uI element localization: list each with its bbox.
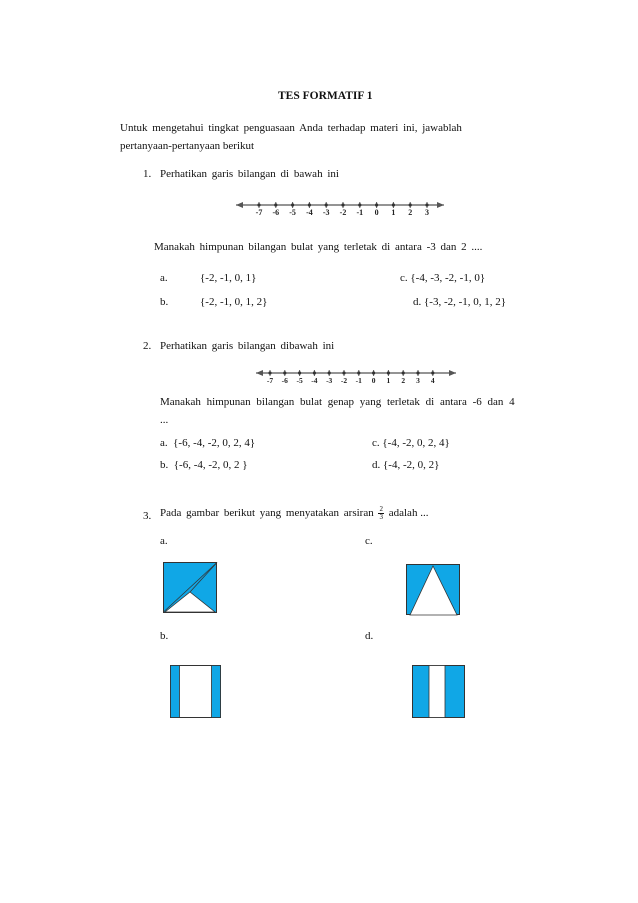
q2-number-line-point (402, 371, 405, 374)
intro-line-2: pertanyaan-pertanyaan berikut (120, 140, 255, 152)
q1-number-line-arrow-right-icon (437, 202, 444, 208)
q3-prompt-before: Pada gambar berikut yang menyatakan arsiran (160, 507, 374, 520)
q3-fraction (378, 506, 384, 521)
q2-number-line-point (268, 371, 271, 374)
q3-figure-a (163, 562, 218, 614)
q2-number-line-tick-label: 1 (386, 376, 391, 385)
q1-option-d-letter: d. (413, 296, 422, 308)
q1-number-line-tick-label: 1 (391, 208, 396, 217)
q1-number-line-point (291, 203, 294, 206)
q2-question-line-2: ... (160, 414, 169, 426)
q2-number-line-tick-label: 2 (401, 376, 406, 385)
q1-option-b-letter: b. (160, 296, 169, 308)
q2-option-d-text: {-4, -2, 0, 2} (383, 459, 440, 471)
q1-option-a: {-2, -1, 0, 1} (200, 272, 257, 284)
q1-number-line-point (257, 203, 260, 206)
q2-number-line-tick-label: -5 (296, 376, 303, 385)
q2-number-line-point (342, 371, 345, 374)
q1-number: 1. (143, 168, 152, 180)
q1-number-line-point (375, 203, 378, 206)
q2-number-line-tick-label: -3 (326, 376, 333, 385)
q3-figure-c (406, 564, 461, 616)
q1-number-line-tick-label: 0 (374, 208, 379, 217)
q3-figure-b (170, 665, 222, 719)
q2-number-line-arrow-right-icon (449, 370, 456, 376)
q2-number-line-point (372, 371, 375, 374)
q1-number-line-tick-label: 3 (425, 208, 429, 217)
q2-option-a-text: {-6, -4, -2, 0, 2, 4} (173, 437, 256, 449)
q1-number-line-point (425, 203, 428, 206)
q1-number-line-point (308, 203, 311, 206)
q3-prompt-after: adalah ... (388, 507, 429, 520)
q1-prompt: Perhatikan garis bilangan di bawah ini (160, 168, 339, 180)
q1-number-line-tick-label: -4 (306, 208, 313, 217)
q1-question: Manakah himpunan bilangan bulat yang terletak di antara -3 dan 2 .... (154, 241, 483, 253)
q2-number-line-point (328, 371, 331, 374)
q3-number: 3. (143, 510, 152, 522)
q2-number-line-tick-label: -1 (355, 376, 362, 385)
q2-number-line-arrow-left-icon (256, 370, 263, 376)
q1-number-line-tick-label: -5 (289, 208, 296, 217)
q2-number: 2. (143, 340, 152, 352)
q2-number-line-point (357, 371, 360, 374)
q2-number-line-point (298, 371, 301, 374)
q2-number-line-point (431, 371, 434, 374)
q1-number-line-point (409, 203, 412, 206)
q2-number-line-point (313, 371, 316, 374)
q3-label-d: d. (365, 630, 374, 642)
q1-number-line-point (392, 203, 395, 206)
intro-line-1: Untuk mengetahui tingkat penguasaan Anda terhadap materi ini, jawablah (120, 122, 462, 134)
q2-question-line-1: Manakah himpunan bilangan bulat genap yang terletak di antara -6 dan 4 (160, 396, 515, 408)
q1-option-c-letter: c. (400, 272, 408, 284)
q2-option-a-letter: a. (160, 437, 168, 449)
q2-number-line-tick-label: 4 (430, 376, 435, 385)
q1-number-line-tick-label: 2 (408, 208, 413, 217)
q1-number-line-point (274, 203, 277, 206)
q2-option-b (160, 459, 248, 471)
q2-option-a (160, 437, 255, 449)
q2-option-d (372, 459, 439, 471)
q1-number-line-tick-label: -6 (272, 208, 280, 217)
q1-option-a-letter: a. (160, 272, 168, 284)
q2-option-c-text: {-4, -2, 0, 2, 4} (382, 437, 450, 449)
q2-number-line-tick-label: -2 (340, 376, 348, 385)
q2-number-line-tick-label: 0 (371, 376, 376, 385)
q2-number-line-tick-label: -7 (266, 376, 274, 385)
q1-number-line-point (341, 203, 344, 206)
q1-number-line-tick-label: -7 (255, 208, 263, 217)
q2-number-line-point (283, 371, 286, 374)
q1-option-c (400, 272, 485, 284)
q1-number-line-point (325, 203, 328, 206)
q2-number-line-point (416, 371, 419, 374)
q2-number-line-tick-label: 3 (416, 376, 420, 385)
q3-label-a: a. (160, 535, 168, 547)
q2-number-line-point (387, 371, 390, 374)
q1-number-line-point (358, 203, 361, 206)
q2-number-line-tick-label: -4 (311, 376, 318, 385)
q3-label-b: b. (160, 630, 169, 642)
q1-option-d (413, 296, 506, 308)
q1-option-c-text: {-4, -3, -2, -1, 0} (410, 272, 486, 284)
q3-figure-d (412, 665, 466, 719)
q3-prompt (160, 506, 428, 521)
q3-fraction-denominator: 3 (379, 513, 383, 521)
q1-number-line-tick-label: -3 (322, 208, 330, 217)
q1-number-line-tick-label: -2 (339, 208, 347, 217)
q3-label-c: c. (365, 535, 373, 547)
q2-option-c-letter: c. (372, 437, 380, 449)
q2-prompt: Perhatikan garis bilangan dibawah ini (160, 340, 335, 352)
q2-option-d-letter: d. (372, 459, 381, 471)
q1-option-b: {-2, -1, 0, 1, 2} (200, 296, 268, 308)
q2-number-line-tick-label: -6 (281, 376, 288, 385)
q1-number-line-tick-label: -1 (356, 208, 364, 217)
q3-fraction-numerator: 2 (379, 505, 383, 513)
page-title: TES FORMATIF 1 (278, 90, 373, 102)
q1-number-line-arrow-left-icon (236, 202, 243, 208)
q1-option-d-text: {-3, -2, -1, 0, 1, 2} (424, 296, 507, 308)
q2-option-b-text: {-6, -4, -2, 0, 2 } (173, 459, 248, 471)
q2-option-b-letter: b. (160, 459, 169, 471)
q2-option-c (372, 437, 450, 449)
